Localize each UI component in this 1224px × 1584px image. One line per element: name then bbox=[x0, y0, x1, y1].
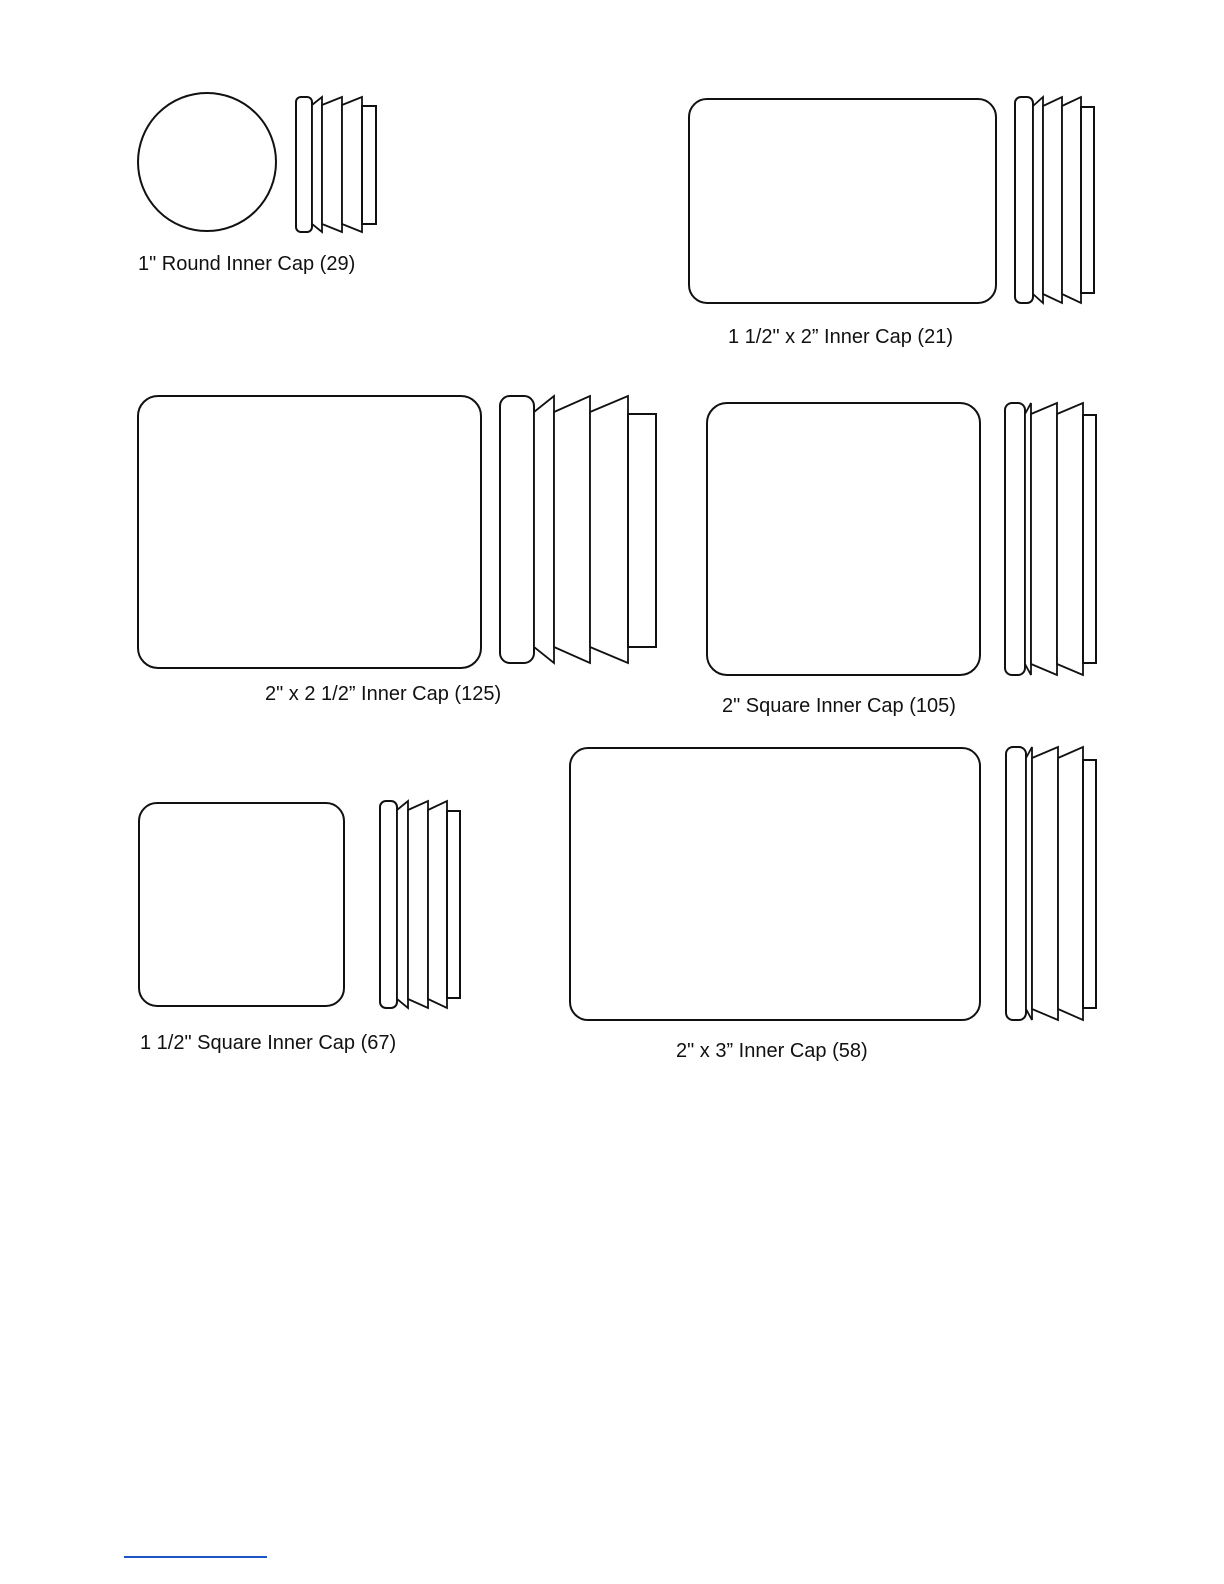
square-1-5in-cap-side-view bbox=[380, 801, 460, 1008]
part-square-2in bbox=[707, 403, 1096, 717]
part-label-rect-2x2-5: 2" x 2 1/2” Inner Cap (125) bbox=[265, 683, 502, 705]
part-rect-2x2-5 bbox=[138, 396, 656, 705]
part-square-1-5in bbox=[139, 801, 460, 1054]
rect-1-5x2-cap-side-view bbox=[1015, 97, 1094, 303]
part-round-1in bbox=[138, 93, 376, 275]
rect-2x2-5-cap-side-view bbox=[500, 396, 656, 663]
square-1-5in-cap-face bbox=[139, 803, 344, 1006]
rect-2x3-cap-side-view bbox=[1006, 747, 1096, 1020]
round-cap-side-view bbox=[296, 97, 376, 232]
round-cap-face bbox=[138, 93, 276, 231]
rect-2x3-cap-face bbox=[570, 748, 980, 1020]
square-2in-cap-side-view bbox=[1005, 403, 1096, 675]
rect-2x2-5-cap-face bbox=[138, 396, 481, 668]
part-label-square-2in: 2" Square Inner Cap (105) bbox=[722, 695, 956, 717]
rect-1-5x2-cap-face bbox=[689, 99, 996, 303]
part-label-square-1-5in: 1 1/2" Square Inner Cap (67) bbox=[140, 1032, 397, 1054]
part-label-round-1in: 1" Round Inner Cap (29) bbox=[138, 253, 356, 275]
part-rect-2x3 bbox=[570, 747, 1096, 1062]
part-label-rect-2x3: 2" x 3” Inner Cap (58) bbox=[676, 1040, 868, 1062]
part-rect-1-5x2 bbox=[689, 97, 1094, 348]
square-2in-cap-face bbox=[707, 403, 980, 675]
part-label-rect-1-5x2: 1 1/2" x 2” Inner Cap (21) bbox=[728, 326, 953, 348]
